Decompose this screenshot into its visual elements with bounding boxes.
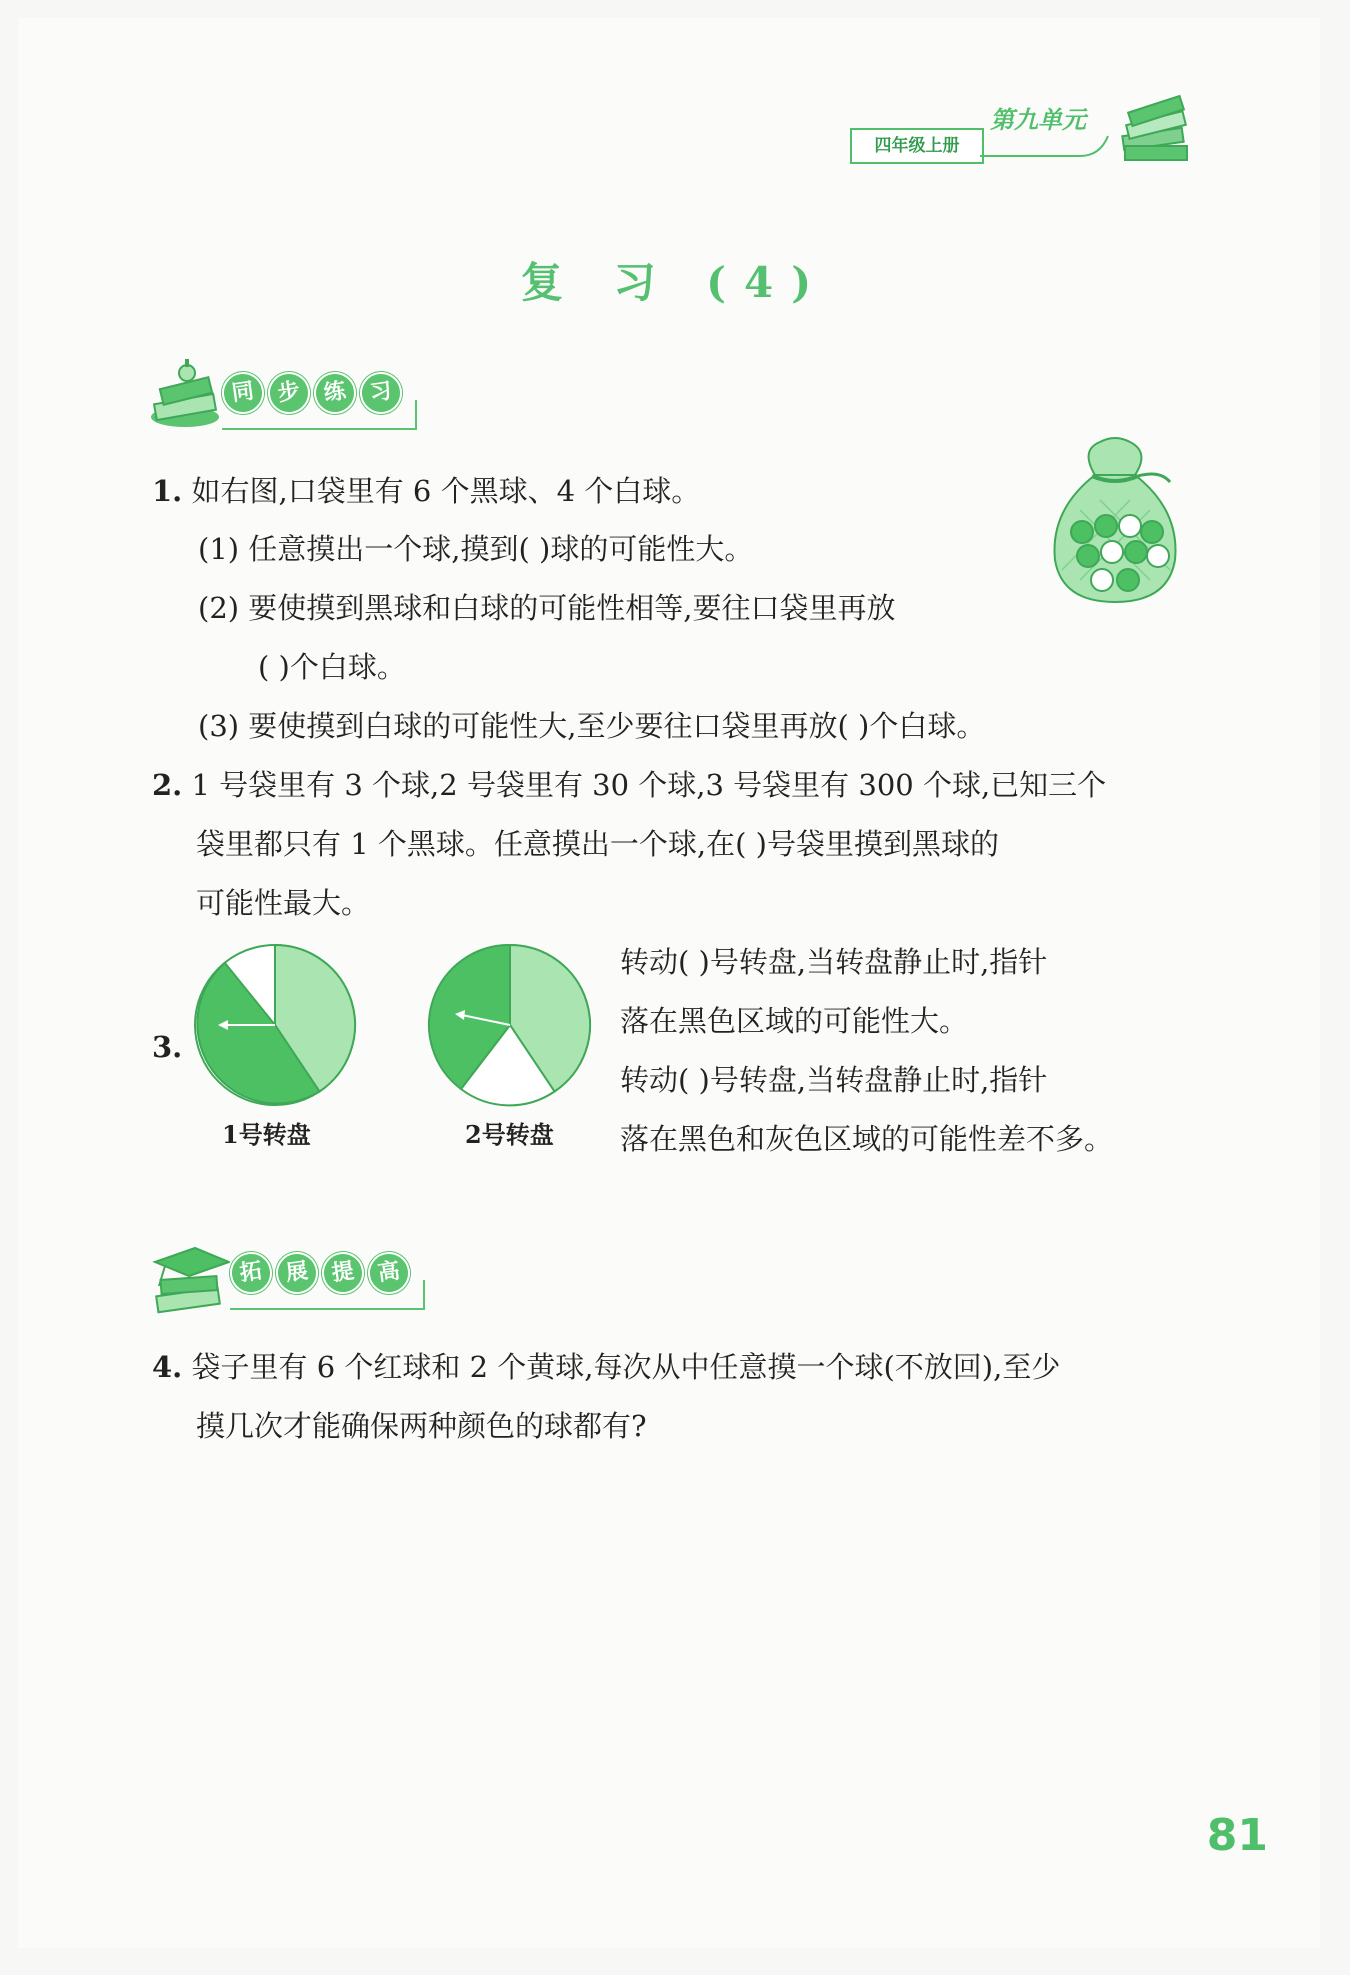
- question-1-part-2a: (2) 要使摸到黑球和白球的可能性相等,要往口袋里再放: [198, 591, 896, 625]
- spinner-1: [190, 940, 360, 1110]
- question-text: 1 号袋里有 3 个球,2 号袋里有 30 个球,3 号袋里有 300 个球,已知三个: [191, 768, 1107, 802]
- question-3-line-1: 转动( )号转盘,当转盘静止时,指针: [620, 945, 1048, 979]
- white-ball: [1101, 541, 1123, 563]
- section-char: 提: [319, 1249, 366, 1296]
- page-title: 复 习 (4): [520, 258, 830, 307]
- question-3-line-2: 落在黑色区域的可能性大。: [620, 1004, 969, 1038]
- section-char: 步: [265, 369, 312, 416]
- books-stack-icon: [1115, 92, 1195, 172]
- section-char: 习: [357, 369, 404, 416]
- question-4-line-2: 摸几次才能确保两种颜色的球都有?: [196, 1409, 647, 1443]
- question-1-part-1: (1) 任意摸出一个球,摸到( )球的可能性大。: [198, 532, 754, 566]
- question-text: 袋子里有 6 个红球和 2 个黄球,每次从中任意摸一个球(不放回),至少: [191, 1350, 1061, 1384]
- black-ball: [1077, 545, 1099, 567]
- white-ball: [1119, 515, 1141, 537]
- question-1-part-2b: ( )个白球。: [258, 650, 406, 684]
- black-ball: [1125, 541, 1147, 563]
- question-number: 2.: [152, 768, 183, 802]
- ball-bag-illustration: [1040, 430, 1190, 610]
- black-ball: [1117, 569, 1139, 591]
- question-2-line-3: 可能性最大。: [196, 886, 371, 920]
- question-1-part-3: (3) 要使摸到白球的可能性大,至少要往口袋里再放( )个白球。: [198, 709, 986, 743]
- question-4-line-1: [152, 1338, 1060, 1396]
- header-divider: [980, 126, 1110, 160]
- question-number: 1.: [152, 474, 183, 508]
- spinner-2-label: 2号转盘: [465, 1120, 554, 1149]
- question-2-line-1: [152, 756, 1106, 814]
- section-char: 拓: [227, 1249, 274, 1296]
- question-3-line-3: 转动( )号转盘,当转盘静止时,指针: [620, 1063, 1048, 1097]
- section-char: 练: [311, 369, 358, 416]
- section-underline: [230, 1280, 425, 1310]
- black-ball: [1071, 521, 1093, 543]
- unit-label: 第九单元: [990, 106, 1086, 134]
- question-1-stem: [152, 462, 700, 520]
- spinner-2: [425, 940, 595, 1110]
- page-number: 81: [1206, 1810, 1268, 1861]
- black-ball: [1141, 521, 1163, 543]
- spinner-1-label: 1号转盘: [222, 1120, 311, 1149]
- section-char: 高: [365, 1249, 412, 1296]
- white-ball: [1147, 545, 1169, 567]
- question-2-line-2: 袋里都只有 1 个黑球。任意摸出一个球,在( )号袋里摸到黑球的: [196, 827, 999, 861]
- section-underline: [222, 400, 417, 430]
- section-char: 同: [219, 369, 266, 416]
- question-number: 3.: [152, 1030, 183, 1064]
- white-ball: [1091, 569, 1113, 591]
- question-number: 4.: [152, 1350, 183, 1384]
- question-3-line-4: 落在黑色和灰色区域的可能性差不多。: [620, 1122, 1114, 1156]
- stacked-books-icon: [145, 355, 225, 435]
- question-text: 如右图,口袋里有 6 个黑球、4 个白球。: [191, 474, 701, 508]
- section-char: 展: [273, 1249, 320, 1296]
- grade-label: 四年级上册: [850, 128, 984, 164]
- black-ball: [1095, 515, 1117, 537]
- graduation-cap-icon: [145, 1240, 230, 1325]
